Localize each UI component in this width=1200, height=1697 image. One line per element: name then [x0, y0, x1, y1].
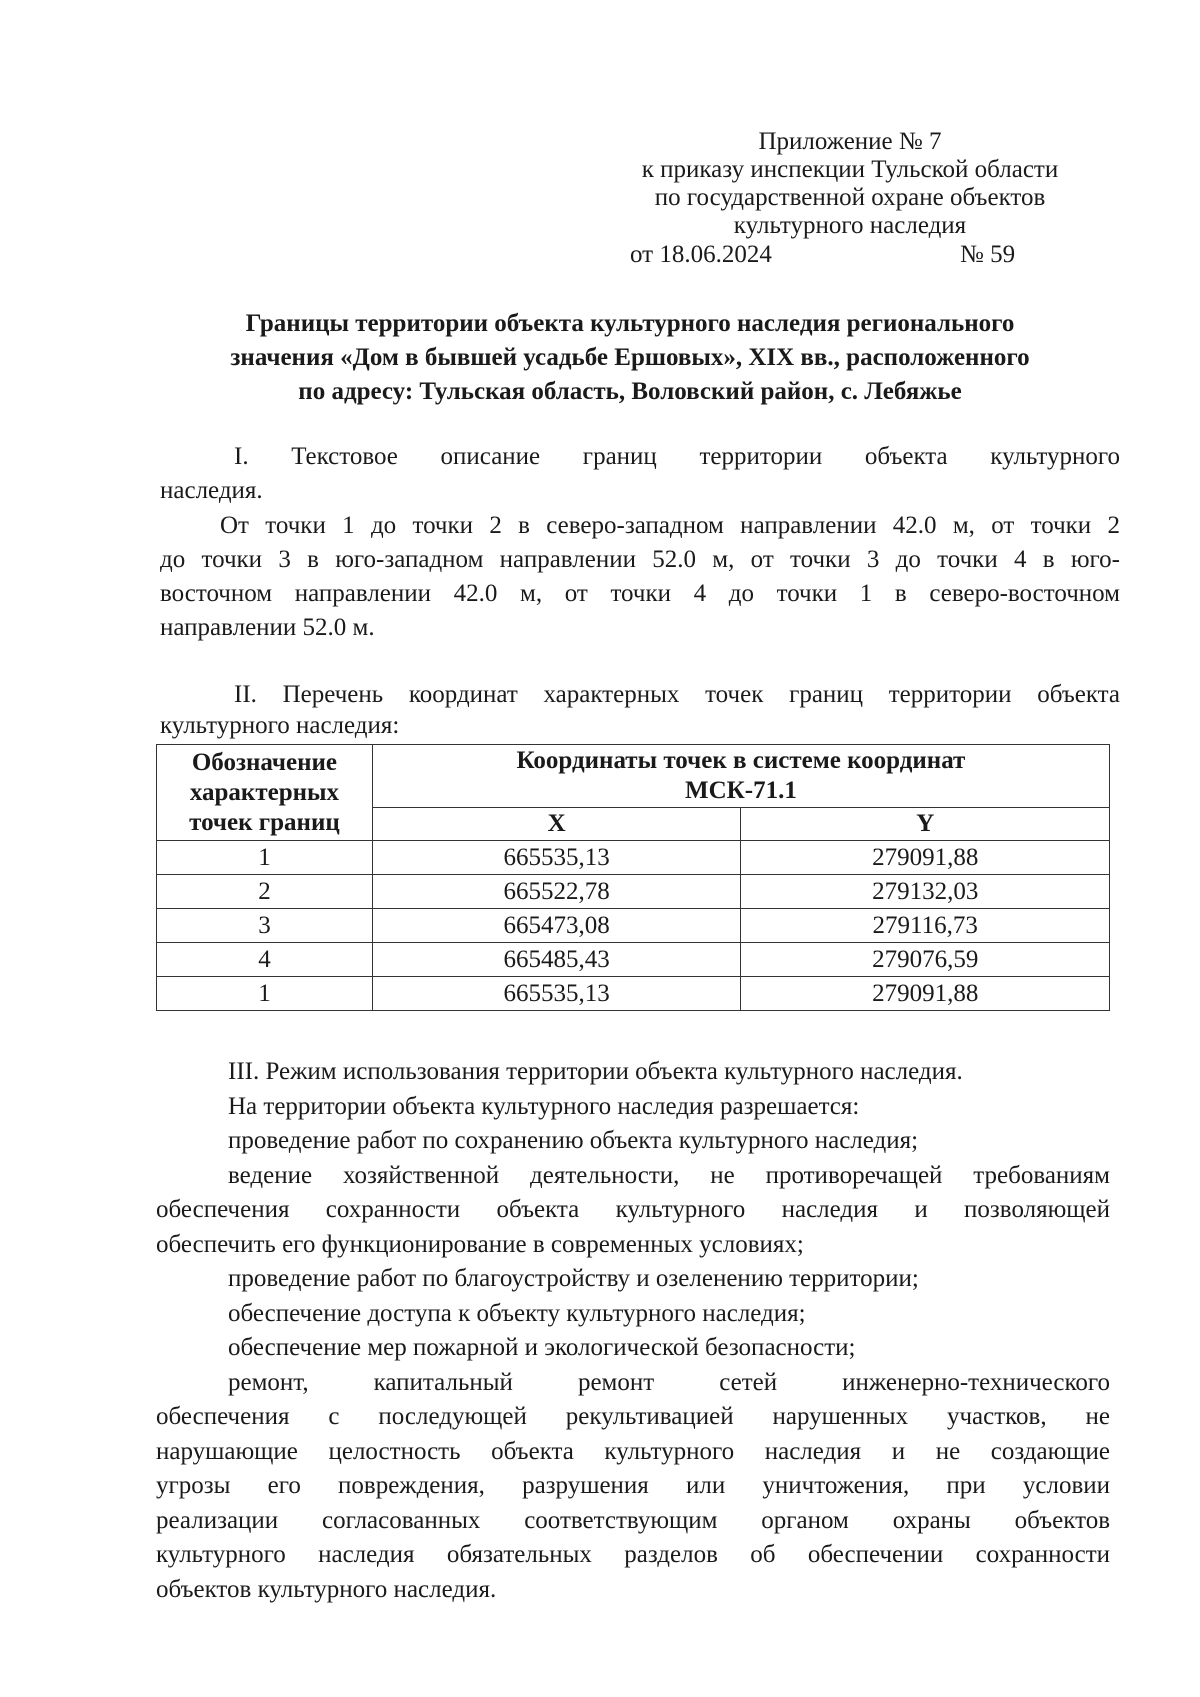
- coordinates-table: [156, 744, 1110, 1011]
- x-value: 665535,13: [372, 841, 741, 875]
- y-value: 279091,88: [741, 841, 1110, 875]
- permitted-item-cont: нарушающие целостность объекта культурного наследия и не создающие: [156, 1437, 1110, 1465]
- appendix-order-ref: к приказу инспекции Тульской области: [641, 156, 1059, 183]
- points-header-line-2: характерных: [189, 778, 340, 806]
- title-line-2: значения «Дом в бывшей усадьбе Ершовых», XIX вв., расположенного: [230, 344, 1030, 371]
- section-3: [156, 1055, 1110, 1607]
- permitted-item: проведение работ по сохранению объекта культурного наследия;: [228, 1127, 919, 1154]
- y-value: 279091,88: [741, 977, 1110, 1011]
- x-value: 665485,43: [372, 943, 741, 977]
- y-value: 279076,59: [741, 943, 1110, 977]
- appendix-number: Приложение № 7: [758, 128, 942, 155]
- document-title: [150, 307, 1110, 409]
- points-header-line-3: точек границ: [189, 808, 340, 836]
- table-row: [157, 875, 1110, 909]
- permitted-item-cont: реализации согласованных соответствующим органом охраны объектов: [156, 1506, 1110, 1534]
- table-row: [157, 909, 1110, 943]
- order-number: № 59: [960, 241, 1016, 268]
- permitted-item: ведение хозяйственной деятельности, не противоречащей требованиям: [228, 1161, 1110, 1189]
- y-value: 279116,73: [741, 909, 1110, 943]
- permitted-item: обеспечение мер пожарной и экологической безопасности;: [228, 1334, 856, 1361]
- point-id: 2: [157, 875, 373, 909]
- section-2-heading: II. Перечень координат характерных точек границ территории объекта: [234, 681, 1120, 708]
- table-header-row: [157, 745, 1110, 808]
- x-column-header: X: [372, 808, 741, 841]
- permitted-item: ремонт, капитальный ремонт сетей инженерно-технического: [228, 1368, 1110, 1396]
- coords-header-line-1: Координаты точек в системе координат: [516, 747, 966, 774]
- appendix-header: [600, 128, 1100, 240]
- appendix-authority-cont: культурного наследия: [733, 212, 967, 239]
- permitted-intro: На территории объекта культурного наследия разрешается:: [228, 1092, 860, 1120]
- section-3-heading: III. Режим использования территории объекта культурного наследия.: [228, 1058, 963, 1085]
- title-line-3: по адресу: Тульская область, Воловский район, с. Лебяжье: [298, 378, 962, 405]
- points-header-line-1: Обозначение: [191, 748, 338, 776]
- order-date: от 18.06.2024: [630, 241, 772, 268]
- section-2: [160, 678, 1120, 740]
- section-1-desc-3: восточном направлении 42.0 м, от точки 4 до точки 1 в северо-восточном: [160, 580, 1120, 607]
- appendix-authority: по государственной охране объектов: [654, 184, 1046, 211]
- section-1-heading: I. Текстовое описание границ территории объекта культурного: [234, 443, 1120, 470]
- permitted-item-cont: культурного наследия обязательных разделов об обеспечении сохранности: [156, 1541, 1110, 1568]
- section-1: [160, 440, 1120, 645]
- coords-header-line-2: МСК-71.1: [685, 777, 797, 804]
- point-id: 1: [157, 977, 373, 1011]
- permitted-item-cont: объектов культурного наследия.: [156, 1575, 497, 1603]
- section-1-desc-2: до точки 3 в юго-западном направлении 52.0 м, от точки 3 до точки 4 в юго-: [160, 546, 1120, 573]
- point-id: 4: [157, 943, 373, 977]
- permitted-item-cont: обеспечения с последующей рекультивацией нарушенных участков, не: [156, 1403, 1110, 1430]
- points-column-header: [157, 745, 373, 841]
- permitted-item-cont: угрозы его повреждения, разрушения или уничтожения, при условии: [156, 1472, 1110, 1499]
- x-value: 665535,13: [372, 977, 741, 1011]
- section-2-heading-cont: культурного наследия:: [160, 712, 400, 739]
- table-row: [157, 943, 1110, 977]
- y-value: 279132,03: [741, 875, 1110, 909]
- permitted-item: обеспечение доступа к объекту культурного наследия;: [228, 1299, 806, 1327]
- title-line-1: Границы территории объекта культурного наследия регионального: [245, 310, 1015, 337]
- coords-column-header: [372, 745, 1109, 808]
- permitted-item: проведение работ по благоустройству и озеленению территории;: [228, 1265, 919, 1292]
- table-row: [157, 841, 1110, 875]
- permitted-item-cont: обеспечения сохранности объекта культурного наследия и позволяющей: [156, 1196, 1110, 1223]
- x-value: 665473,08: [372, 909, 741, 943]
- x-value: 665522,78: [372, 875, 741, 909]
- y-column-header: Y: [741, 808, 1110, 841]
- point-id: 3: [157, 909, 373, 943]
- permitted-item-cont: обеспечить его функционирование в современных условиях;: [156, 1230, 804, 1258]
- table-row: [157, 977, 1110, 1011]
- section-1-heading-cont: наследия.: [160, 477, 263, 504]
- point-id: 1: [157, 841, 373, 875]
- section-1-desc-1: От точки 1 до точки 2 в северо-западном направлении 42.0 м, от точки 2: [220, 512, 1120, 539]
- section-1-desc-4: направлении 52.0 м.: [160, 614, 375, 641]
